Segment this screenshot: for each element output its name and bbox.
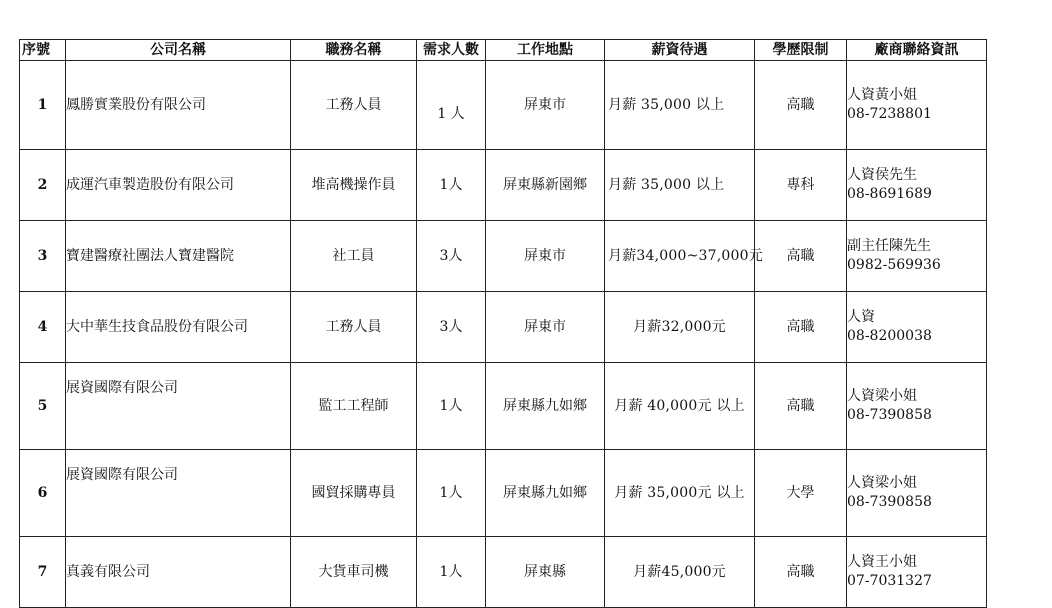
- cell-education: 高職: [755, 363, 847, 450]
- cell-location: 屏東縣新園鄉: [486, 150, 605, 221]
- cell-company: 寶建醫療社團法人寶建醫院: [66, 221, 291, 292]
- contact-name: 副主任陳先生: [847, 238, 931, 254]
- cell-contact: [847, 150, 987, 221]
- contact-phone: 08-7390858: [847, 407, 932, 423]
- cell-company: 展資國際有限公司: [66, 363, 291, 450]
- cell-count: 1人: [417, 363, 486, 450]
- cell-salary: 月薪 35,000 以上: [605, 61, 755, 150]
- cell-location: 屏東縣九如鄉: [486, 450, 605, 537]
- table-row: [20, 221, 987, 292]
- table-header-row: [20, 40, 987, 61]
- header-title: 職務名稱: [291, 40, 417, 61]
- table-row: [20, 292, 987, 363]
- table-row: [20, 537, 987, 608]
- cell-salary: 月薪 35,000 以上: [605, 150, 755, 221]
- cell-company: 鳳勝實業股份有限公司: [66, 61, 291, 150]
- cell-no: 5: [20, 363, 66, 450]
- cell-no: 3: [20, 221, 66, 292]
- cell-contact: [847, 292, 987, 363]
- cell-contact: [847, 221, 987, 292]
- cell-company: 成運汽車製造股份有限公司: [66, 150, 291, 221]
- cell-title: 社工員: [291, 221, 417, 292]
- header-salary: 薪資待遇: [605, 40, 755, 61]
- cell-title: 工務人員: [291, 292, 417, 363]
- contact-phone: 08-7238801: [847, 106, 932, 122]
- cell-contact: [847, 363, 987, 450]
- cell-company: 真義有限公司: [66, 537, 291, 608]
- cell-salary: 月薪 35,000元 以上: [605, 450, 755, 537]
- cell-no: 6: [20, 450, 66, 537]
- cell-location: 屏東市: [486, 61, 605, 150]
- table-row: [20, 150, 987, 221]
- cell-title: 國貿採購專員: [291, 450, 417, 537]
- contact-phone: 08-7390858: [847, 494, 932, 510]
- cell-location: 屏東市: [486, 221, 605, 292]
- cell-count: 1人: [417, 450, 486, 537]
- header-location: 工作地點: [486, 40, 605, 61]
- cell-education: 高職: [755, 292, 847, 363]
- cell-salary: 月薪45,000元: [605, 537, 755, 608]
- contact-phone: 07-7031327: [847, 573, 932, 589]
- contact-name: 人資: [847, 309, 875, 325]
- header-contact: 廠商聯絡資訊: [847, 40, 987, 61]
- cell-no: 2: [20, 150, 66, 221]
- job-listing-table: [19, 39, 987, 608]
- contact-phone: 08-8200038: [847, 328, 932, 344]
- cell-education: 大學: [755, 450, 847, 537]
- cell-title: 監工工程師: [291, 363, 417, 450]
- header-no: 序號: [20, 40, 66, 61]
- table-row: [20, 363, 987, 450]
- cell-education: 高職: [755, 61, 847, 150]
- cell-location: 屏東縣九如鄉: [486, 363, 605, 450]
- cell-contact: [847, 61, 987, 150]
- cell-location: 屏東縣: [486, 537, 605, 608]
- cell-title: 工務人員: [291, 61, 417, 150]
- cell-no: 4: [20, 292, 66, 363]
- contact-name: 人資梁小姐: [847, 388, 917, 404]
- table-row: [20, 61, 987, 150]
- cell-salary: 月薪34,000~37,000元: [605, 221, 755, 292]
- table-row: [20, 450, 987, 537]
- cell-salary: 月薪32,000元: [605, 292, 755, 363]
- header-count: 需求人數: [417, 40, 486, 61]
- cell-education: 專科: [755, 150, 847, 221]
- contact-name: 人資黃小姐: [847, 87, 917, 103]
- contact-phone: 0982-569936: [847, 257, 941, 273]
- cell-count: 1人: [417, 537, 486, 608]
- cell-count: 1人: [417, 150, 486, 221]
- contact-name: 人資侯先生: [847, 167, 917, 183]
- contact-phone: 08-8691689: [847, 186, 932, 202]
- header-education: 學歷限制: [755, 40, 847, 61]
- header-company: 公司名稱: [66, 40, 291, 61]
- cell-company: 大中華生技食品股份有限公司: [66, 292, 291, 363]
- cell-no: 1: [20, 61, 66, 150]
- cell-no: 7: [20, 537, 66, 608]
- cell-company: 展資國際有限公司: [66, 450, 291, 537]
- cell-title: 堆高機操作員: [291, 150, 417, 221]
- cell-contact: [847, 450, 987, 537]
- cell-count: 3人: [417, 292, 486, 363]
- cell-count: 1 人: [417, 61, 486, 150]
- cell-location: 屏東市: [486, 292, 605, 363]
- cell-education: 高職: [755, 537, 847, 608]
- cell-education: 高職: [755, 221, 847, 292]
- contact-name: 人資王小姐: [847, 554, 917, 570]
- cell-title: 大貨車司機: [291, 537, 417, 608]
- cell-count: 3人: [417, 221, 486, 292]
- cell-contact: [847, 537, 987, 608]
- contact-name: 人資梁小姐: [847, 475, 917, 491]
- cell-salary: 月薪 40,000元 以上: [605, 363, 755, 450]
